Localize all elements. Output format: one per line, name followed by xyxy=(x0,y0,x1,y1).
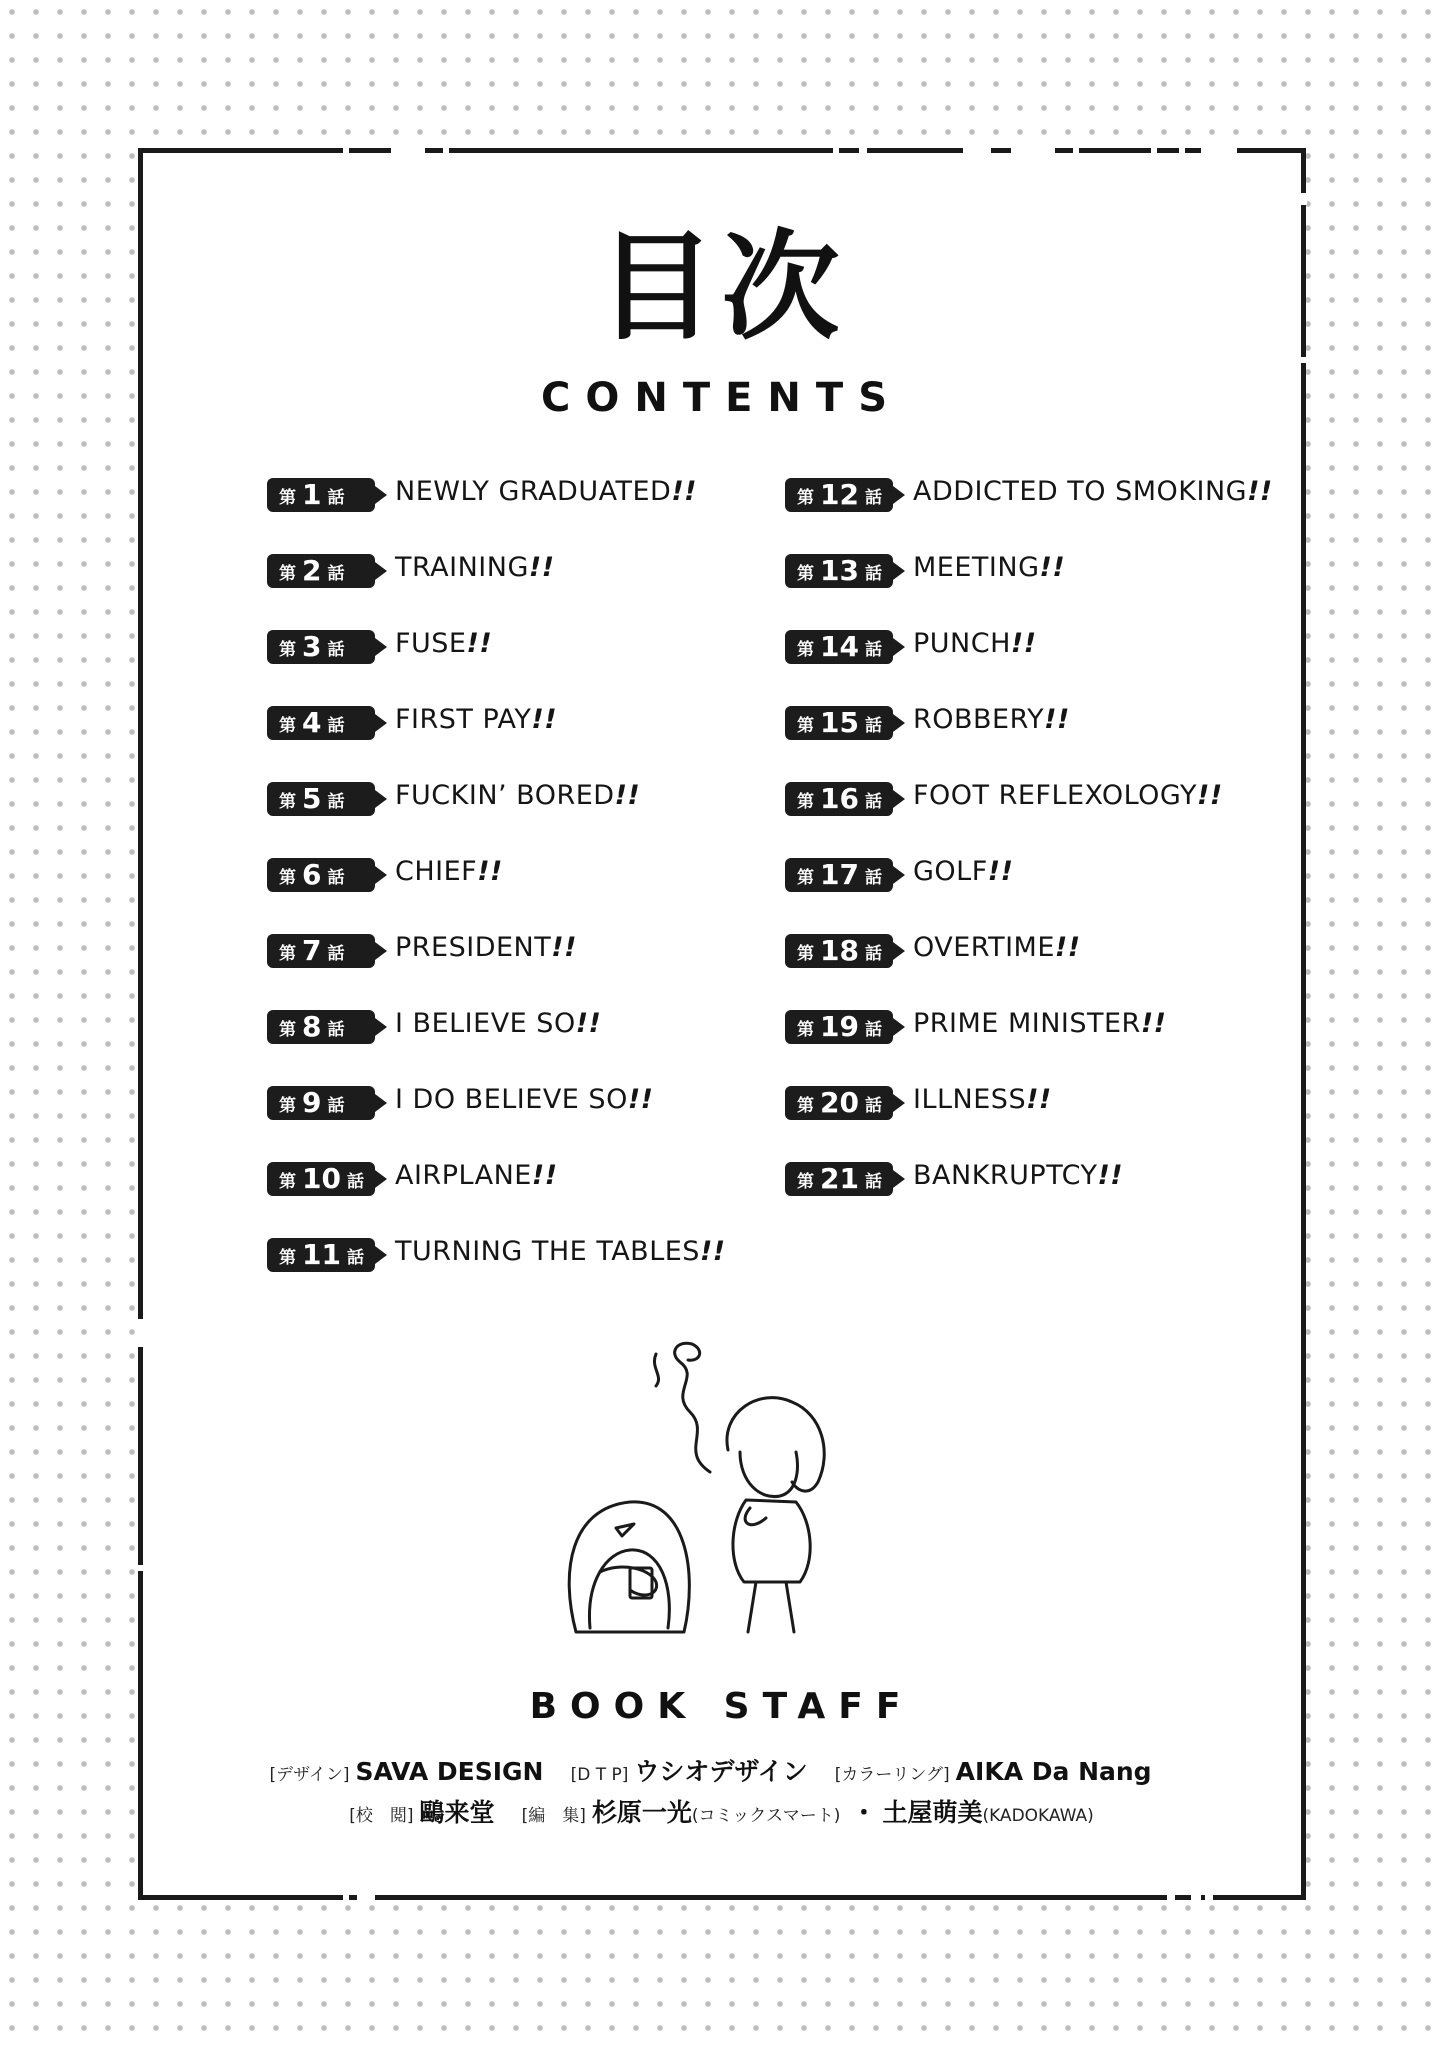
credit-name-editor-2: 土屋萌美 xyxy=(882,1798,983,1827)
chapter-number: 13 xyxy=(820,554,859,587)
toc-column-right xyxy=(785,478,1273,1238)
chapter-number: 2 xyxy=(302,554,322,587)
chapter-number: 3 xyxy=(302,630,322,663)
page-title-en: CONTENTS xyxy=(540,375,902,421)
chapter-badge: 第 10 話 xyxy=(267,1162,375,1196)
chapter-title: BANKRUPTCY!! xyxy=(913,1160,1124,1191)
chapter-badge: 第 11 話 xyxy=(267,1238,375,1272)
chapter-badge: 第 17 話 xyxy=(785,858,893,892)
chapter-badge: 第 9 話 xyxy=(267,1086,375,1120)
chapter-title: ILLNESS!! xyxy=(913,1084,1052,1115)
chapter-number: 20 xyxy=(820,1086,859,1119)
chapter-number: 1 xyxy=(302,478,322,511)
chapter-number: 18 xyxy=(820,934,859,967)
page-title-jp: 目次 xyxy=(597,218,846,356)
credit-name-dtp: ウシオデザイン xyxy=(634,1757,808,1786)
chapter-title: FUSE!! xyxy=(395,628,493,659)
chapter-row-7[interactable] xyxy=(267,934,726,1010)
chapter-number: 5 xyxy=(302,782,322,815)
smoke-swirl xyxy=(654,1343,710,1472)
chapter-row-9[interactable] xyxy=(267,1086,726,1162)
chapter-title: PRESIDENT!! xyxy=(395,932,577,963)
chapter-title: PUNCH!! xyxy=(913,628,1037,659)
chapter-number: 19 xyxy=(820,1010,859,1043)
chapter-number: 10 xyxy=(302,1162,341,1195)
chapter-badge: 第 20 話 xyxy=(785,1086,893,1120)
chapter-number: 14 xyxy=(820,630,859,663)
chapter-title: FOOT REFLEXOLOGY!! xyxy=(913,780,1223,811)
chapter-number: 7 xyxy=(302,934,322,967)
chapter-title: TRAINING!! xyxy=(395,552,555,583)
chapter-row-6[interactable] xyxy=(267,858,726,934)
credit-separator: ・ xyxy=(851,1798,877,1827)
chapter-badge: 第 15 話 xyxy=(785,706,893,740)
chapter-badge: 第 18 話 xyxy=(785,934,893,968)
penguin-and-office-woman-illustration xyxy=(560,1332,880,1648)
credit-name-design: SAVA DESIGN xyxy=(355,1757,544,1786)
chapter-row-19[interactable] xyxy=(785,1010,1273,1086)
credit-role-coloring: [カラーリング] xyxy=(834,1765,950,1785)
chapter-row-16[interactable] xyxy=(785,782,1273,858)
chapter-row-15[interactable] xyxy=(785,706,1273,782)
chapter-badge: 第 19 話 xyxy=(785,1010,893,1044)
chapter-row-21[interactable] xyxy=(785,1162,1273,1238)
chapter-title: GOLF!! xyxy=(913,856,1014,887)
chapter-number: 11 xyxy=(302,1238,341,1271)
chapter-badge: 第 12 話 xyxy=(785,478,893,512)
chapter-badge: 第 16 話 xyxy=(785,782,893,816)
chapter-row-12[interactable] xyxy=(785,478,1273,554)
chapter-title: FUCKIN’ BORED!! xyxy=(395,780,641,811)
woman-face xyxy=(740,1452,797,1497)
chapter-number: 21 xyxy=(820,1162,859,1195)
chapter-row-5[interactable] xyxy=(267,782,726,858)
chapter-badge: 第 7 話 xyxy=(267,934,375,968)
chapter-badge: 第 3 話 xyxy=(267,630,375,664)
chapter-row-11[interactable] xyxy=(267,1238,726,1314)
chapter-title: ADDICTED TO SMOKING!! xyxy=(913,476,1273,507)
credit-org-editor-1: (コミックスマート) xyxy=(691,1806,841,1826)
chapter-badge: 第 8 話 xyxy=(267,1010,375,1044)
woman-body xyxy=(733,1500,810,1582)
chapter-number: 4 xyxy=(302,706,322,739)
chapter-row-1[interactable] xyxy=(267,478,726,554)
toc-column-left xyxy=(267,478,726,1314)
chapter-badge: 第 1 話 xyxy=(267,478,375,512)
chapter-badge: 第 21 話 xyxy=(785,1162,893,1196)
credit-name-proofreading: 鷗来堂 xyxy=(419,1798,495,1827)
credits-line-1 xyxy=(0,1752,1443,1788)
chapter-row-18[interactable] xyxy=(785,934,1273,1010)
credit-name-editor-1: 杉原一光 xyxy=(591,1798,692,1827)
woman-arm xyxy=(745,1508,766,1525)
chapter-number: 9 xyxy=(302,1086,322,1119)
penguin-beak xyxy=(616,1524,634,1536)
penguin-wing xyxy=(600,1567,657,1595)
chapter-title: OVERTIME!! xyxy=(913,932,1081,963)
chapter-number: 8 xyxy=(302,1010,322,1043)
chapter-number: 17 xyxy=(820,858,859,891)
chapter-badge: 第 4 話 xyxy=(267,706,375,740)
credit-name-coloring: AIKA Da Nang xyxy=(955,1757,1152,1786)
chapter-number: 12 xyxy=(820,478,859,511)
chapter-badge: 第 14 話 xyxy=(785,630,893,664)
chapter-row-10[interactable] xyxy=(267,1162,726,1238)
credit-role-design: [デザイン] xyxy=(269,1765,350,1785)
credit-org-editor-2: (KADOKAWA) xyxy=(982,1806,1094,1826)
woman-hair xyxy=(727,1398,824,1491)
chapter-badge: 第 5 話 xyxy=(267,782,375,816)
chapter-title: FIRST PAY!! xyxy=(395,704,558,735)
chapter-title: I DO BELIEVE SO!! xyxy=(395,1084,654,1115)
woman-legs xyxy=(748,1582,794,1632)
chapter-row-3[interactable] xyxy=(267,630,726,706)
chapter-row-17[interactable] xyxy=(785,858,1273,934)
chapter-badge: 第 2 話 xyxy=(267,554,375,588)
chapter-number: 6 xyxy=(302,858,322,891)
chapter-row-4[interactable] xyxy=(267,706,726,782)
chapter-row-8[interactable] xyxy=(267,1010,726,1086)
credit-role-proofreading: [校 閲] xyxy=(349,1806,414,1826)
book-staff-heading: BOOK STAFF xyxy=(529,1686,914,1727)
chapter-title: TURNING THE TABLES!! xyxy=(395,1236,726,1267)
chapter-row-2[interactable] xyxy=(267,554,726,630)
chapter-title: PRIME MINISTER!! xyxy=(913,1008,1167,1039)
chapter-number: 16 xyxy=(820,782,859,815)
chapter-title: MEETING!! xyxy=(913,552,1066,583)
credit-role-editor: [編 集] xyxy=(521,1806,586,1826)
chapter-title: NEWLY GRADUATED!! xyxy=(395,476,697,507)
chapter-row-14[interactable] xyxy=(785,630,1273,706)
credits-line-2 xyxy=(0,1793,1443,1829)
chapter-number: 15 xyxy=(820,706,859,739)
chapter-badge: 第 13 話 xyxy=(785,554,893,588)
chapter-row-20[interactable] xyxy=(785,1086,1273,1162)
chapter-badge: 第 6 話 xyxy=(267,858,375,892)
chapter-title: ROBBERY!! xyxy=(913,704,1070,735)
credit-role-dtp: [D T P] xyxy=(570,1765,629,1785)
chapter-title: I BELIEVE SO!! xyxy=(395,1008,602,1039)
chapter-title: CHIEF!! xyxy=(395,856,503,887)
chapter-row-13[interactable] xyxy=(785,554,1273,630)
chapter-title: AIRPLANE!! xyxy=(395,1160,558,1191)
